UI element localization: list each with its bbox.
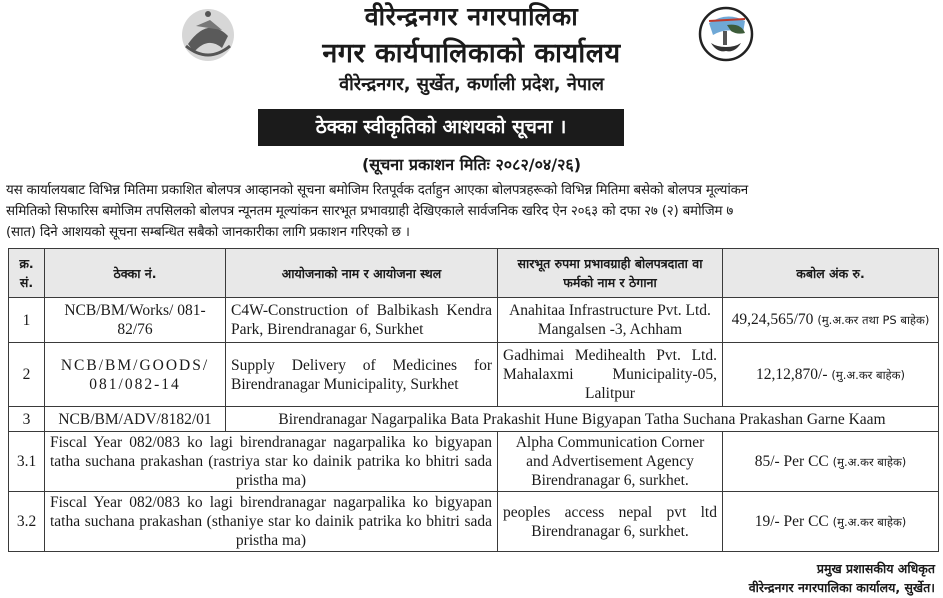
cell-serial-number: 3.2 xyxy=(9,492,45,552)
amount-value: 85/- Per CC xyxy=(754,452,829,470)
municipality-name: वीरेन्द्रनगर नगरपालिका xyxy=(364,2,579,31)
amount-note: (मु.अ.कर तथा PS बाहेक) xyxy=(817,313,930,327)
header-project: आयोजनाको नाम र आयोजना स्थल xyxy=(226,249,498,298)
amount-value: 49,24,565/70 xyxy=(731,311,814,328)
cell-serial-number: 3 xyxy=(9,407,45,432)
amount-note: (मु.अ.कर बाहेक) xyxy=(832,454,907,469)
table-row xyxy=(9,343,939,407)
cell-bidder: Gadhimai Medihealth Pvt. Ltd. Mahalaxmi Municipality-05, Lalitpur xyxy=(498,343,723,407)
cell-amount xyxy=(723,343,939,407)
amount-note: (मु.अ.कर बाहेक) xyxy=(831,367,905,382)
cell-amount xyxy=(723,492,939,552)
header-serial-number: क्र. सं. xyxy=(9,249,45,298)
intro-line: यस कार्यालयबाट विभिन्न मितिमा प्रकाशित बोलपत्र आव्हानको सूचना बमोजिम रितपूर्वक दर्ताहुन आएका बोलपत्रहरूको विभिन्न मितिमा बसेको बोलपत्र मूल्यांकन xyxy=(6,183,748,198)
signature-block xyxy=(749,559,935,597)
header-bidder: सारभूत रुपमा प्रभावग्राही बोलपत्रदाता वा फर्मको नाम र ठेगाना xyxy=(498,249,723,298)
contract-award-table xyxy=(8,248,939,552)
cell-amount xyxy=(723,432,939,492)
cell-amount xyxy=(723,298,939,343)
table-header-row xyxy=(9,249,939,298)
cell-project: Fiscal Year 082/083 ko lagi birendranagar nagarpalika ko bigyapan tatha suchana prakashan (sthaniye star ko dainik patrika ko bhitri sada pristha ma) xyxy=(45,492,498,552)
amount-value: 12,12,870/- xyxy=(756,365,828,383)
cell-project: C4W-Construction of Balbikash Kendra Park, Birendranagar 6, Surkhet xyxy=(226,298,498,343)
table-row xyxy=(9,407,939,432)
intro-line: (सात) दिने आशयको सूचना सम्बन्धित सबैको जानकारीका लागि प्रकाशन गरिएको छ । xyxy=(6,225,410,240)
signatory-office: वीरेन्द्रनगर नगरपालिका कार्यालय, सुर्खेत। xyxy=(748,580,935,595)
signatory-title: प्रमुख प्रशासकीय अधिकृत xyxy=(816,561,935,576)
cell-serial-number: 2 xyxy=(9,343,45,407)
cell-project: Fiscal Year 082/083 ko lagi birendranagar nagarpalika ko bigyapan tatha suchana prakashan (rastriya star ko dainik patrika ko bhitri sada pristha ma) xyxy=(45,432,498,492)
notice-title-banner: ठेक्का स्वीकृतिको आशयको सूचना । xyxy=(258,109,624,146)
intro-line: समितिको सिफारिस बमोजिम तपसिलको बोलपत्र न्यूनतम मूल्यांकन सारभूत प्रभावग्राही देखिएकाले सार्वजनिक खरिद ऐन २०६३ को दफा २७ (२) बमोजिम ७ xyxy=(6,204,734,219)
cell-serial-number: 3.1 xyxy=(9,432,45,492)
amount-note: (मु.अ.कर बाहेक) xyxy=(832,514,907,529)
cell-serial-number: 1 xyxy=(9,298,45,343)
publication-date: (सूचना प्रकाशन मितिः २०८२/०४/२६) xyxy=(361,155,582,174)
cell-bidder: Anahitaa Infrastructure Pvt. Ltd. Mangalsen -3, Achham xyxy=(498,298,723,343)
cell-project: Supply Delivery of Medicines for Birendranagar Municipality, Surkhet xyxy=(226,343,498,407)
cell-merged-description: Birendranagar Nagarpalika Bata Prakashit Hune Bigyapan Tatha Suchana Prakashan Garne Kaam xyxy=(226,407,939,432)
amount-value: 19/- Per CC xyxy=(754,512,829,530)
cell-bidder: Alpha Communication Corner and Advertisement Agency Birendranagar 6, surkhet. xyxy=(498,432,723,492)
office-address: वीरेन्द्रनगर, सुर्खेत, कर्णाली प्रदेश, नेपाल xyxy=(339,74,604,95)
office-name: नगर कार्यपालिकाको कार्यालय xyxy=(322,38,621,69)
table-row xyxy=(9,298,939,343)
table-row xyxy=(9,432,939,492)
cell-contract-number: NCB/BM/GOODS/ 081/082-14 xyxy=(45,343,226,407)
table-row xyxy=(9,492,939,552)
header-amount: कबोल अंक रु. xyxy=(723,249,939,298)
cell-contract-number: NCB/BM/Works/ 081-82/76 xyxy=(45,298,226,343)
cell-contract-number: NCB/BM/ADV/8182/01 xyxy=(45,407,226,432)
notice-intro-paragraph xyxy=(6,180,938,243)
header-contract-number: ठेक्का नं. xyxy=(45,249,226,298)
cell-bidder: peoples access nepal pvt ltd Birendranagar 6, surkhet. xyxy=(498,492,723,552)
